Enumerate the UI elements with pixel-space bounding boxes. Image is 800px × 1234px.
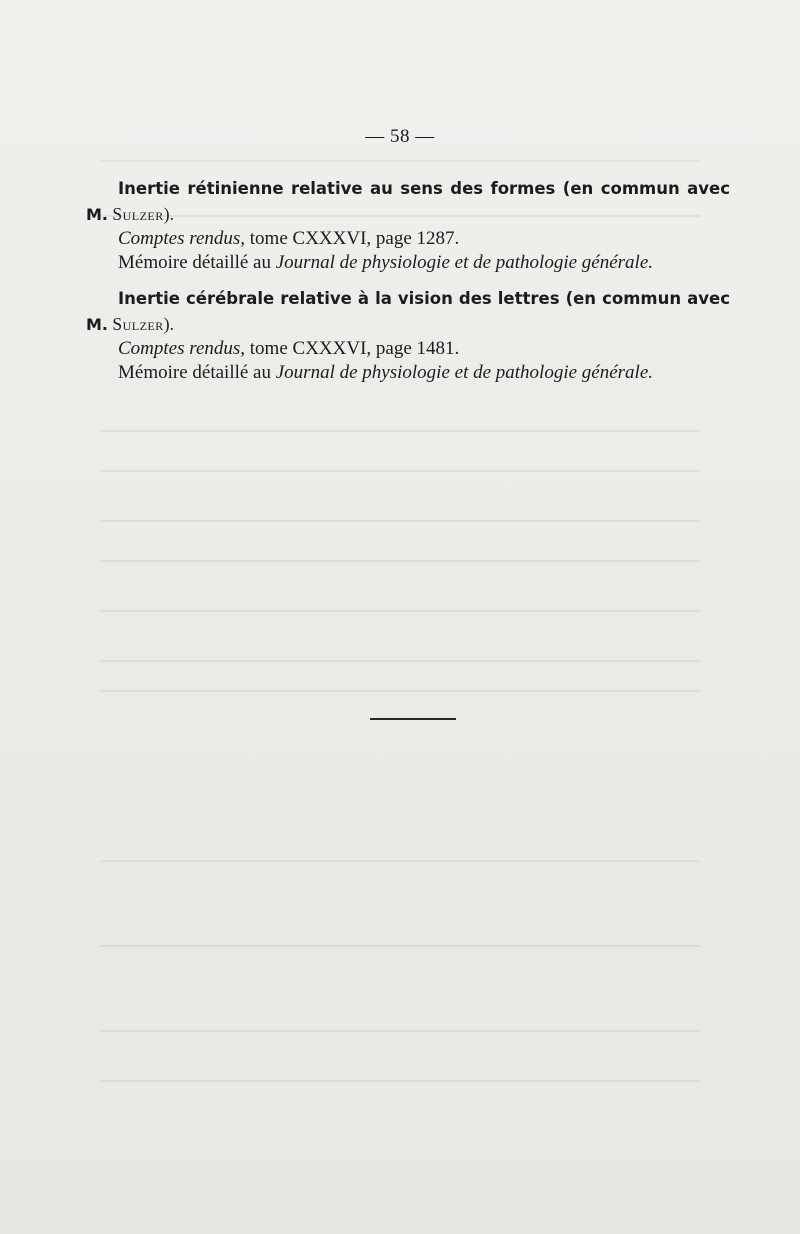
entry-cerebral-inertia xyxy=(86,286,730,385)
memo-journal: Journal de physiologie et de pathologie générale. xyxy=(275,362,654,383)
entry-heading-coauthor xyxy=(86,312,730,337)
entry-heading-coauthor xyxy=(86,202,730,227)
heading-close: ). xyxy=(163,314,174,334)
entry-heading: Inertie cérébrale relative à la vision des lettres (en commun avec xyxy=(118,289,730,308)
ref-details: tome CXXXVI, page 1481. xyxy=(245,338,460,359)
entry-retinal-inertia xyxy=(86,176,730,275)
reference-comptes-rendus xyxy=(118,337,730,361)
coauthor-name: Sulzer xyxy=(112,314,164,334)
memo-prefix: Mémoire détaillé au xyxy=(118,362,276,383)
coauthor-title: M. xyxy=(86,315,108,334)
ref-details: tome CXXXVI, page 1287. xyxy=(245,228,460,249)
memo-prefix: Mémoire détaillé au xyxy=(118,252,276,273)
memo-journal: Journal de physiologie et de pathologie générale. xyxy=(275,252,654,273)
reference-memoire xyxy=(118,361,730,385)
ref-journal: Comptes rendus, xyxy=(118,338,246,359)
page-number: — 58 — xyxy=(365,126,435,147)
coauthor-title: M. xyxy=(86,205,108,224)
reference-comptes-rendus xyxy=(118,227,730,251)
entry-heading: Inertie rétinienne relative au sens des formes (en commun avec xyxy=(118,179,730,198)
heading-close: ). xyxy=(163,204,174,224)
reference-memoire xyxy=(118,251,730,275)
section-divider-rule xyxy=(370,718,456,720)
coauthor-name: Sulzer xyxy=(112,204,164,224)
ref-journal: Comptes rendus, xyxy=(118,228,246,249)
